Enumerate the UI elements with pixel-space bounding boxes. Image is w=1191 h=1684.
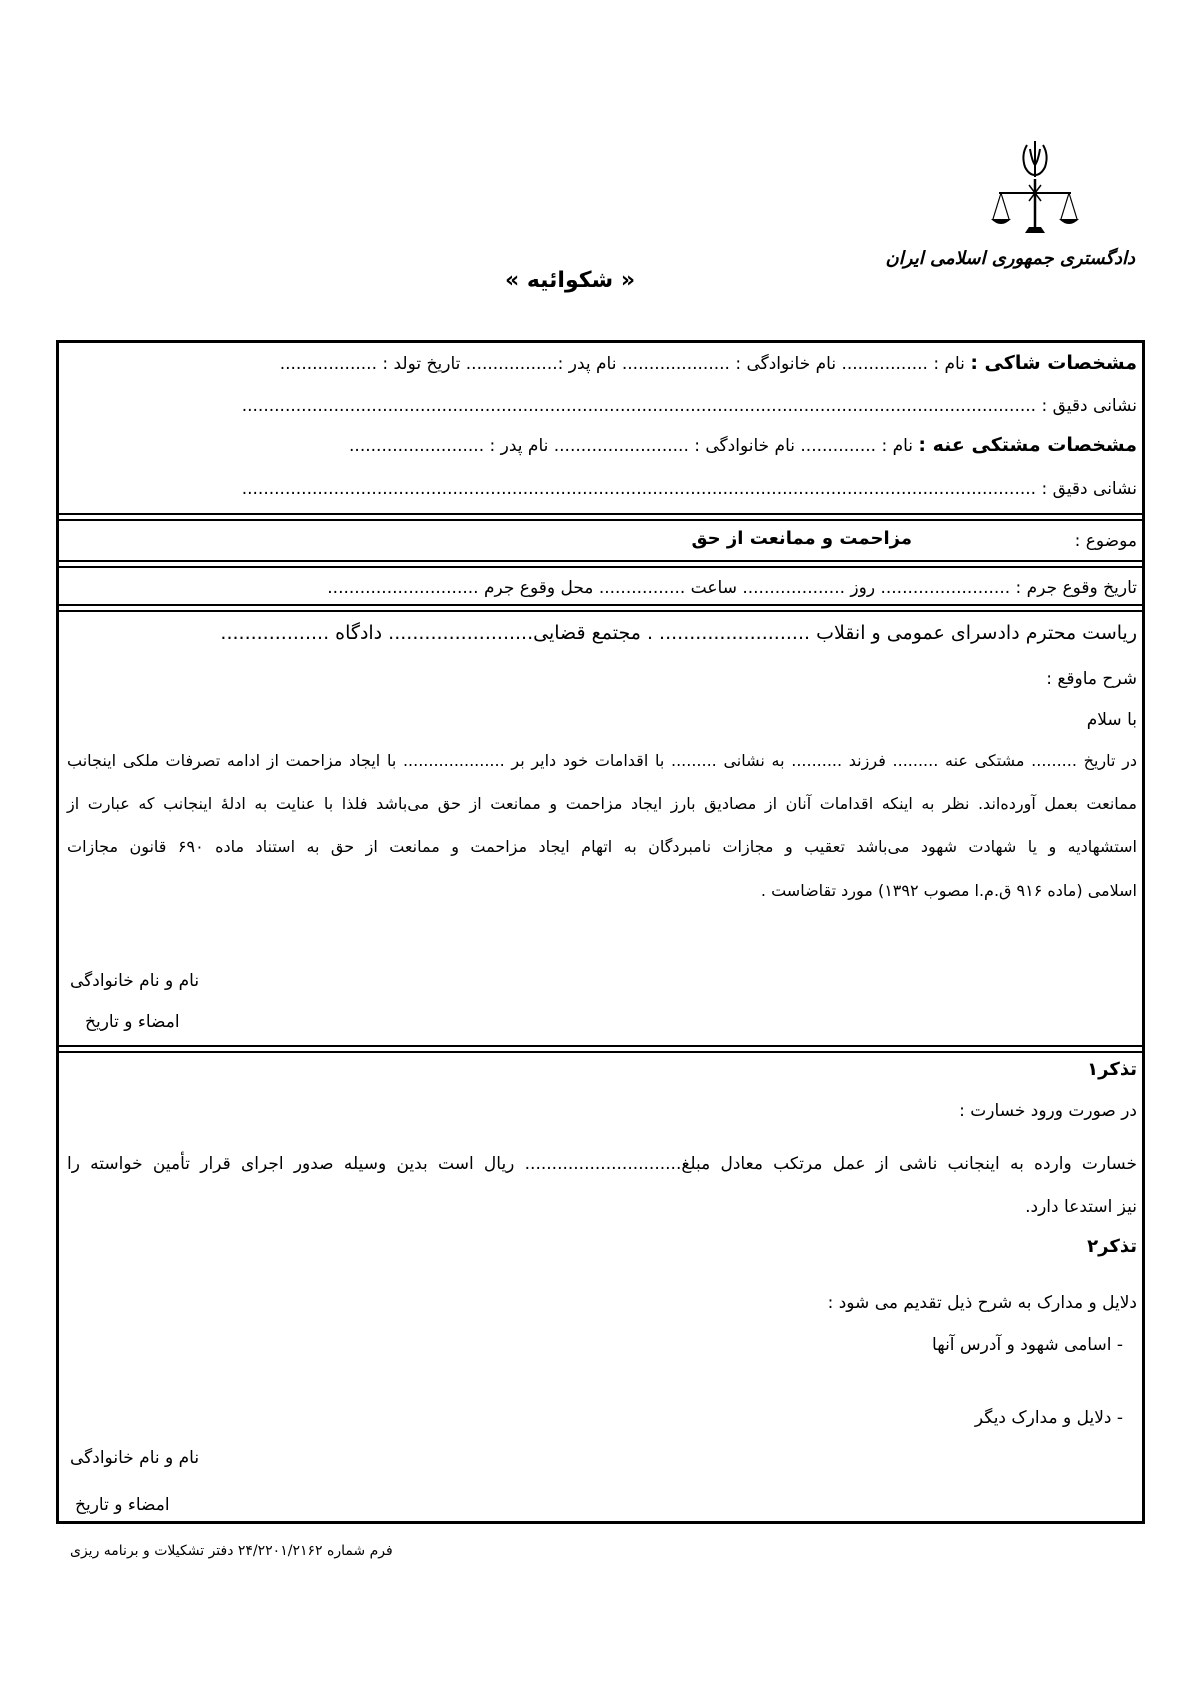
- note1-title: تذکر۱: [1087, 1059, 1137, 1080]
- subject-value: مزاحمت و ممانعت از حق: [691, 528, 912, 549]
- greeting: با سلام: [1086, 710, 1137, 730]
- petition-body-line: در تاریخ ......... مشتکی عنه ......... فرزند .......... به نشانی ......... با اقدامات خود دایر بر .................... با ایجاد مزاحمت از ادامه تصرفات ملکی اینجانب: [67, 751, 1137, 770]
- emblem-seal: [985, 135, 1085, 245]
- complainant-address-line: نشانی دقیق : ...................................................................................................................................................: [241, 396, 1137, 416]
- note2-item: - اسامی شهود و آدرس آنها: [932, 1335, 1123, 1355]
- petition-address-line: ریاست محترم دادسرای عمومی و انقلاب ......................... . مجتمع قضایی........................ دادگاه ..................: [220, 622, 1137, 644]
- petition-body-line: ممانعت بعمل آورده‌اند. نظر به اینکه اقدامات آنان از مصادیق بارز ایجاد مزاحمت و ممانعت از حق می‌باشد فلذا با عنایت به ادلهٔ اینجانب که عبارت از: [67, 794, 1137, 813]
- defendant-heading: مشخصات مشتکی عنه :: [918, 434, 1137, 456]
- petition-body-line: استشهادیه و یا شهادت شهود می‌باشد تعقیب و مجازات نامبردگان به اتهام ایجاد مزاحمت و ممانعت از حق به استناد ماده ۶۹۰ قانون مجازات: [67, 837, 1138, 856]
- petition-signature-name: نام و نام خانوادگی: [70, 971, 200, 991]
- form-number-footer: فرم شماره ۲۴/۲۲۰۱/۲۱۶۲ دفتر تشکیلات و برنامه ریزی: [70, 1543, 393, 1559]
- note1-intro: در صورت ورود خسارت :: [959, 1101, 1137, 1121]
- defendant-name-line: نام : .............. نام خانوادگی : ......................... نام پدر : .........................: [349, 436, 914, 456]
- defendant-address-line: نشانی دقیق : ...................................................................................................................................................: [241, 479, 1137, 499]
- subject-label: موضوع :: [1074, 531, 1137, 551]
- complainant-name-line: نام : ................ نام خانوادگی : .................... نام پدر :................. تاریخ تولد : ..................: [279, 354, 965, 374]
- petition-signature-date: امضاء و تاریخ: [85, 1012, 180, 1032]
- complainant-section: [280, 351, 1137, 376]
- note2-signature-date: امضاء و تاریخ: [75, 1495, 170, 1515]
- incident-line: تاریخ وقوع جرم : ........................ روز ................... ساعت ................ محل وقوع جرم ............................: [327, 578, 1137, 598]
- note2-item: - دلایل و مدارک دیگر: [974, 1408, 1123, 1428]
- organization-name: دادگستری جمهوری اسلامی ایران: [885, 248, 1135, 269]
- petition-body-line: اسلامی (ماده ۹۱۶ ق.م.ا مصوب ۱۳۹۲) مورد تقاضاست .: [760, 881, 1137, 900]
- scales-of-justice-icon: [985, 135, 1085, 245]
- note2-title: تذکر۲: [1087, 1236, 1137, 1257]
- note2-signature-name: نام و نام خانوادگی: [70, 1448, 200, 1468]
- defendant-section: [349, 433, 1137, 458]
- note2-intro: دلایل و مدارک به شرح ذیل تقدیم می شود :: [827, 1293, 1137, 1313]
- note1-body-line: خسارت وارده به اینجانب ناشی از عمل مرتکب معادل مبلغ............................. ریال است بدین وسیله صدور اجرای قرار تأمین خواسته را: [67, 1154, 1137, 1174]
- note1-body-line: نیز استدعا دارد.: [1025, 1197, 1137, 1217]
- complainant-heading: مشخصات شاکی :: [970, 352, 1137, 374]
- form-title: « شکوائیه »: [504, 268, 636, 293]
- description-label: شرح ماوقع :: [1046, 669, 1137, 689]
